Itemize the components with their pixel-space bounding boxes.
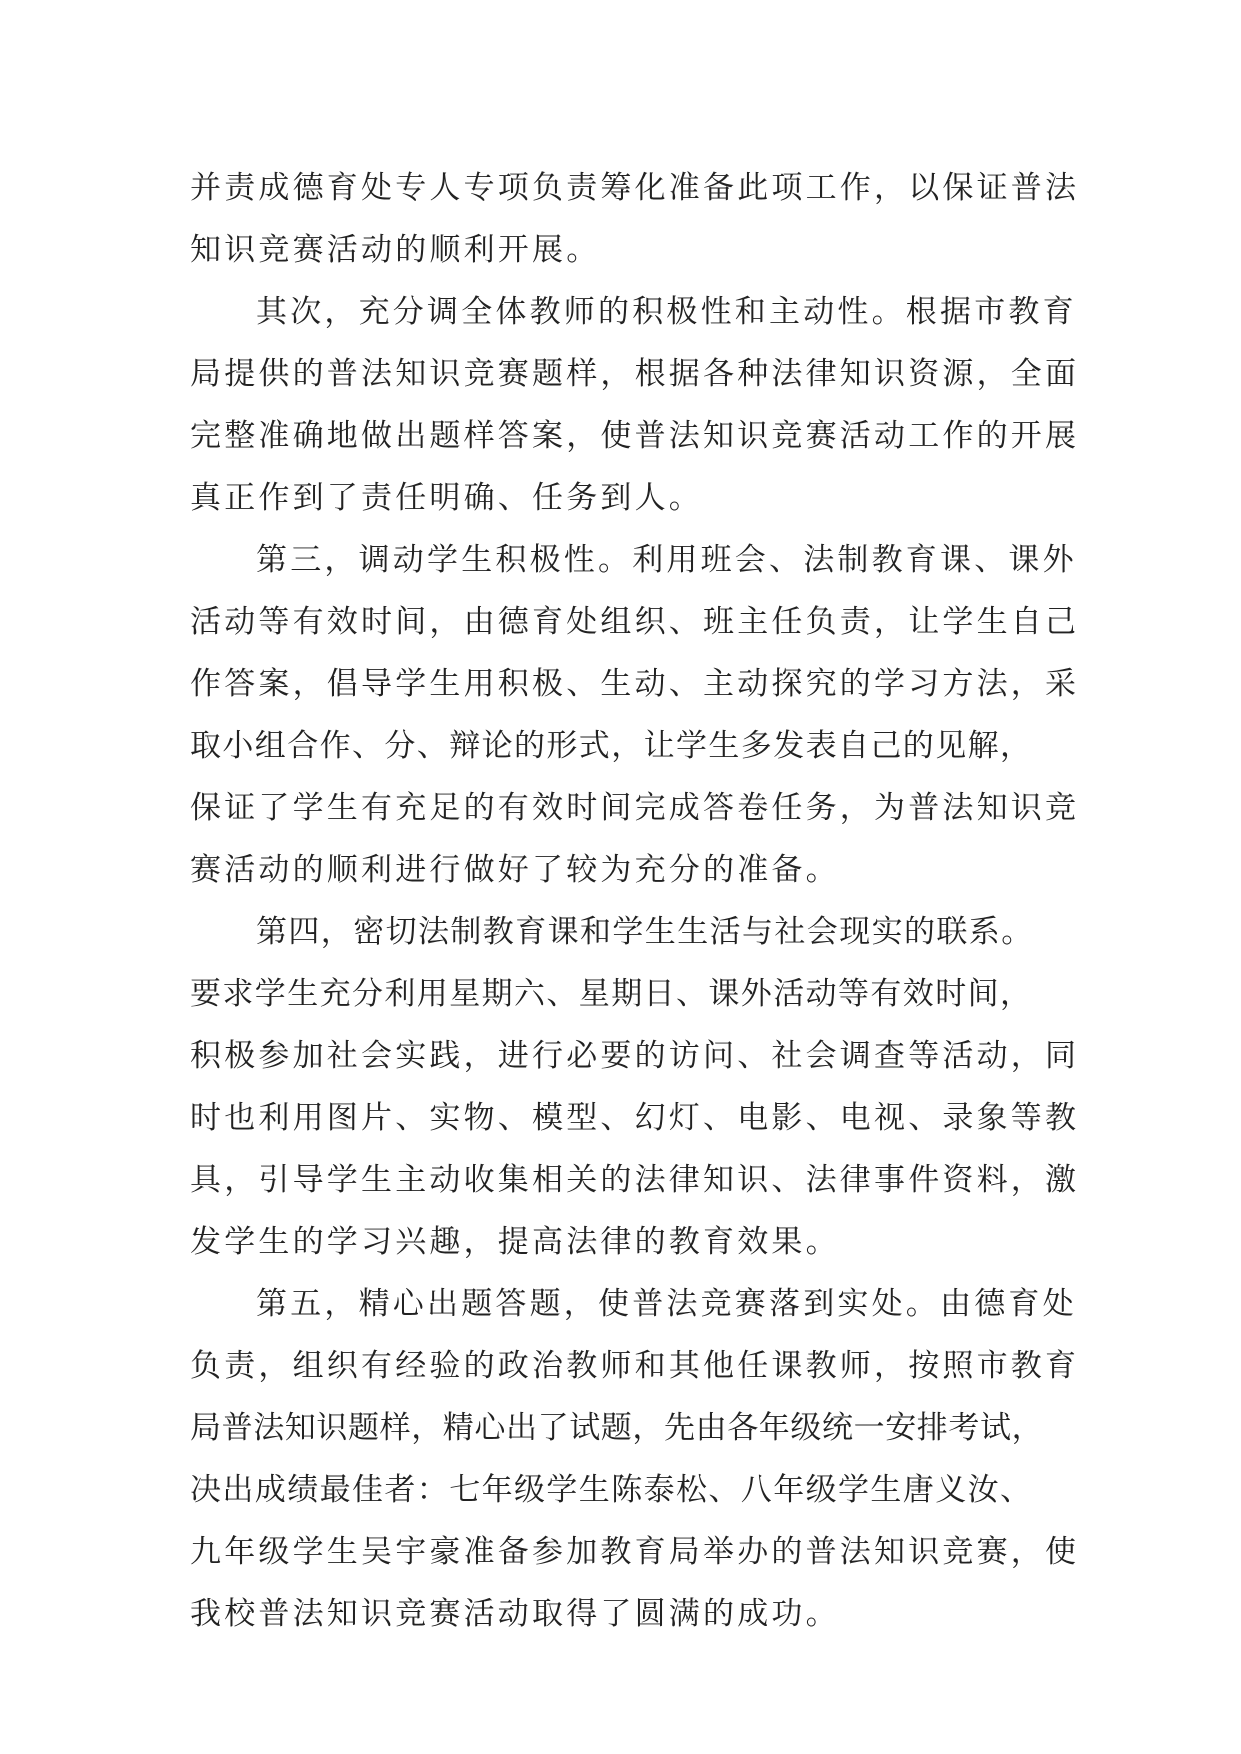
text-line: 第五，精心出题答题，使普法竞赛落到实处。由德育处: [256, 1286, 1077, 1322]
text-line: 发学生的学习兴趣，提高法律的教育效果。: [190, 1224, 840, 1260]
text-line: 第四，密切法制教育课和学生生活与社会现实的联系。: [256, 914, 1034, 950]
text-line: 第三，调动学生积极性。利用班会、法制教育课、课外: [256, 542, 1077, 578]
text-line: 其次，充分调全体教师的积极性和主动性。根据市教育: [256, 294, 1077, 330]
text-line: 时也利用图片、实物、模型、幻灯、电影、电视、录象等教: [190, 1100, 1080, 1136]
text-line: 知识竞赛活动的顺利开展。: [190, 232, 601, 268]
paragraph-2: [190, 281, 1080, 529]
text-line: 并责成德育处专人专项负责筹化准备此项工作，以保证普法: [190, 170, 1080, 206]
text-line: 决出成绩最佳者：七年级学生陈泰松、八年级学生唐义汝、: [190, 1472, 1033, 1508]
text-line: 真正作到了责任明确、任务到人。: [190, 480, 703, 516]
text-line: 作答案，倡导学生用积极、生动、主动探究的学习方法，采: [190, 666, 1080, 702]
text-line: 具，引导学生主动收集相关的法律知识、法律事件资料，激: [190, 1162, 1080, 1198]
text-line: 局提供的普法知识竞赛题样，根据各种法律知识资源，全面: [190, 356, 1080, 392]
text-line: 局普法知识题样，精心出了试题，先由各年级统一安排考试，: [190, 1410, 1044, 1446]
text-line: 积极参加社会实践，进行必要的访问、社会调查等活动，同: [190, 1038, 1080, 1074]
paragraph-4: [190, 901, 1080, 1273]
text-line: 取小组合作、分、辩论的形式，让学生多发表自己的见解，: [190, 728, 1033, 764]
text-line: 完整准确地做出题样答案，使普法知识竞赛活动工作的开展: [190, 418, 1080, 454]
text-line: 我校普法知识竞赛活动取得了圆满的成功。: [190, 1596, 840, 1632]
paragraph-3: [190, 529, 1080, 901]
text-line: 活动等有效时间，由德育处组织、班主任负责，让学生自己: [190, 604, 1080, 640]
paragraph-5: [190, 1273, 1080, 1645]
paragraph-1: [190, 157, 1080, 281]
text-line: 负责，组织有经验的政治教师和其他任课教师，按照市教育: [190, 1348, 1080, 1384]
document-body: [190, 157, 1080, 1645]
text-line: 要求学生充分利用星期六、星期日、课外活动等有效时间，: [190, 976, 1033, 1012]
text-line: 赛活动的顺利进行做好了较为充分的准备。: [190, 852, 840, 888]
text-line: 保证了学生有充足的有效时间完成答卷任务，为普法知识竞: [190, 790, 1080, 826]
text-line: 九年级学生吴宇豪准备参加教育局举办的普法知识竞赛，使: [190, 1534, 1080, 1570]
